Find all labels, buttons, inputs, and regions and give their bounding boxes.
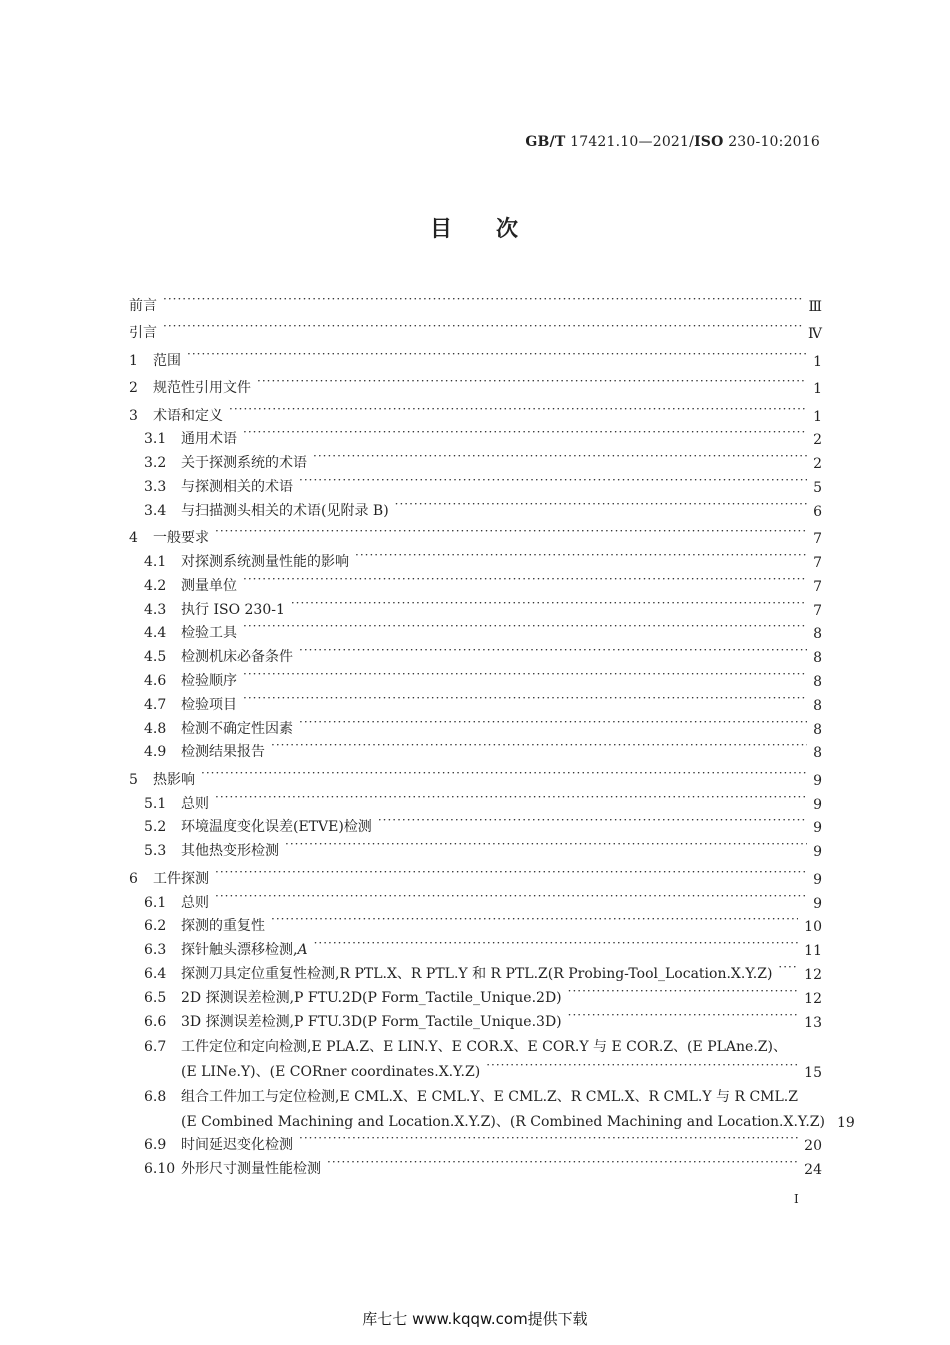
page-number: I <box>794 1192 799 1206</box>
toc-subentry[interactable]: 5.1 总则 ····· 9 <box>129 789 822 813</box>
toc-entry[interactable]: 5 热影响 ····· 9 <box>129 761 822 789</box>
toc-subentry[interactable]: 6.9 时间延迟变化检测 ····· 20 <box>129 1131 822 1155</box>
toc-subentry-continuation: (E Combined Machining and Location.X.Y.Z)、(R Combined Machining and Location.X.Y.Z) 19 <box>129 1106 822 1131</box>
toc-subentry[interactable]: 4.6 检验顺序 ····· 8 <box>129 666 822 690</box>
toc-subentry[interactable]: 6.10 外形尺寸测量性能检测 ····· 24 <box>129 1154 822 1178</box>
toc-subentry[interactable]: 6.7 工件定位和定向检测,E PLA.Z、E LIN.Y、E COR.X、E COR.Y 与 E COR.Z、(E PLAne.Z)、 <box>129 1031 822 1056</box>
toc-subentry[interactable]: 3.3 与探测相关的术语 ····· 5 <box>129 472 822 496</box>
toc-entry[interactable]: 3 术语和定义 ····· 1 <box>129 397 822 425</box>
toc-subentry[interactable]: 5.2 环境温度变化误差(ETVE)检测 ····· 9 <box>129 813 822 837</box>
toc-subentry[interactable]: 4.4 检验工具 ····· 8 <box>129 619 822 643</box>
toc-subentry[interactable]: 4.7 检验项目 ····· 8 <box>129 690 822 714</box>
toc-subentry[interactable]: 4.1 对探测系统测量性能的影响 ····· 7 <box>129 547 822 571</box>
toc-subentry[interactable]: 4.3 执行 ISO 230-1 ····· 7 <box>129 595 822 619</box>
toc-subentry[interactable]: 6.4 探测刀具定位重复性检测,R PTL.X、R PTL.Y 和 R PTL.Z(R Probing-Tool_Location.X.Y.Z) ····· 12 <box>129 959 822 983</box>
toc-subentry[interactable]: 5.3 其他热变形检测 ····· 9 <box>129 836 822 860</box>
toc-subentry[interactable]: 3.4 与扫描测头相关的术语(见附录 B) ····· 6 <box>129 496 822 520</box>
toc-entry[interactable]: 4 一般要求 ····· 7 <box>129 520 822 548</box>
toc-subentry[interactable]: 6.6 3D 探测误差检测,P FTU.3D(P Form_Tactile_Unique.3D) ····· 13 <box>129 1007 822 1031</box>
toc-subentry[interactable]: 6.8 组合工件加工与定位检测,E CML.X、E CML.Y、E CML.Z、R CML.X、R CML.Y 与 R CML.Z <box>129 1081 822 1106</box>
toc-entry[interactable]: 前言 ····· Ⅲ <box>129 287 822 315</box>
table-of-contents <box>129 287 855 1179</box>
toc-entry[interactable]: 引言 ····· Ⅳ <box>129 315 822 343</box>
page-title: 目 次 <box>429 216 521 242</box>
toc-subentry[interactable]: 4.8 检测不确定性因素 ····· 8 <box>129 714 822 738</box>
toc-subentry[interactable]: 6.1 总则 ····· 9 <box>129 888 822 912</box>
toc-subentry[interactable]: 6.2 探测的重复性 ····· 10 <box>129 912 822 936</box>
toc-entry[interactable]: 1 范围 ····· 1 <box>129 342 822 370</box>
standard-number: GB/T 17421.10—2021/ISO 230-10:2016 <box>525 134 820 150</box>
toc-subentry[interactable]: 4.5 检测机床必备条件 ····· 8 <box>129 642 822 666</box>
download-credit: 库七七 www.kqqw.com提供下载 <box>362 1310 588 1328</box>
toc-subentry[interactable]: 3.2 关于探测系统的术语 ····· 2 <box>129 448 822 472</box>
toc-subentry[interactable]: 6.5 2D 探测误差检测,P FTU.2D(P Form_Tactile_Unique.2D) ····· 12 <box>129 983 822 1007</box>
toc-subentry[interactable]: 4.9 检测结果报告 ····· 8 <box>129 738 822 762</box>
toc-entry[interactable]: 6 工件探测 ····· 9 <box>129 860 822 888</box>
toc-subentry[interactable]: 6.3 探针触头漂移检测,A ····· 11 <box>129 935 822 959</box>
toc-subentry[interactable]: 3.1 通用术语 ····· 2 <box>129 425 822 449</box>
toc-subentry-continuation: (E LINe.Y)、(E CORner coordinates.X.Y.Z) ····· 15 <box>129 1056 822 1081</box>
toc-subentry[interactable]: 4.2 测量单位 ····· 7 <box>129 571 822 595</box>
toc-entry[interactable]: 2 规范性引用文件 ····· 1 <box>129 370 822 398</box>
